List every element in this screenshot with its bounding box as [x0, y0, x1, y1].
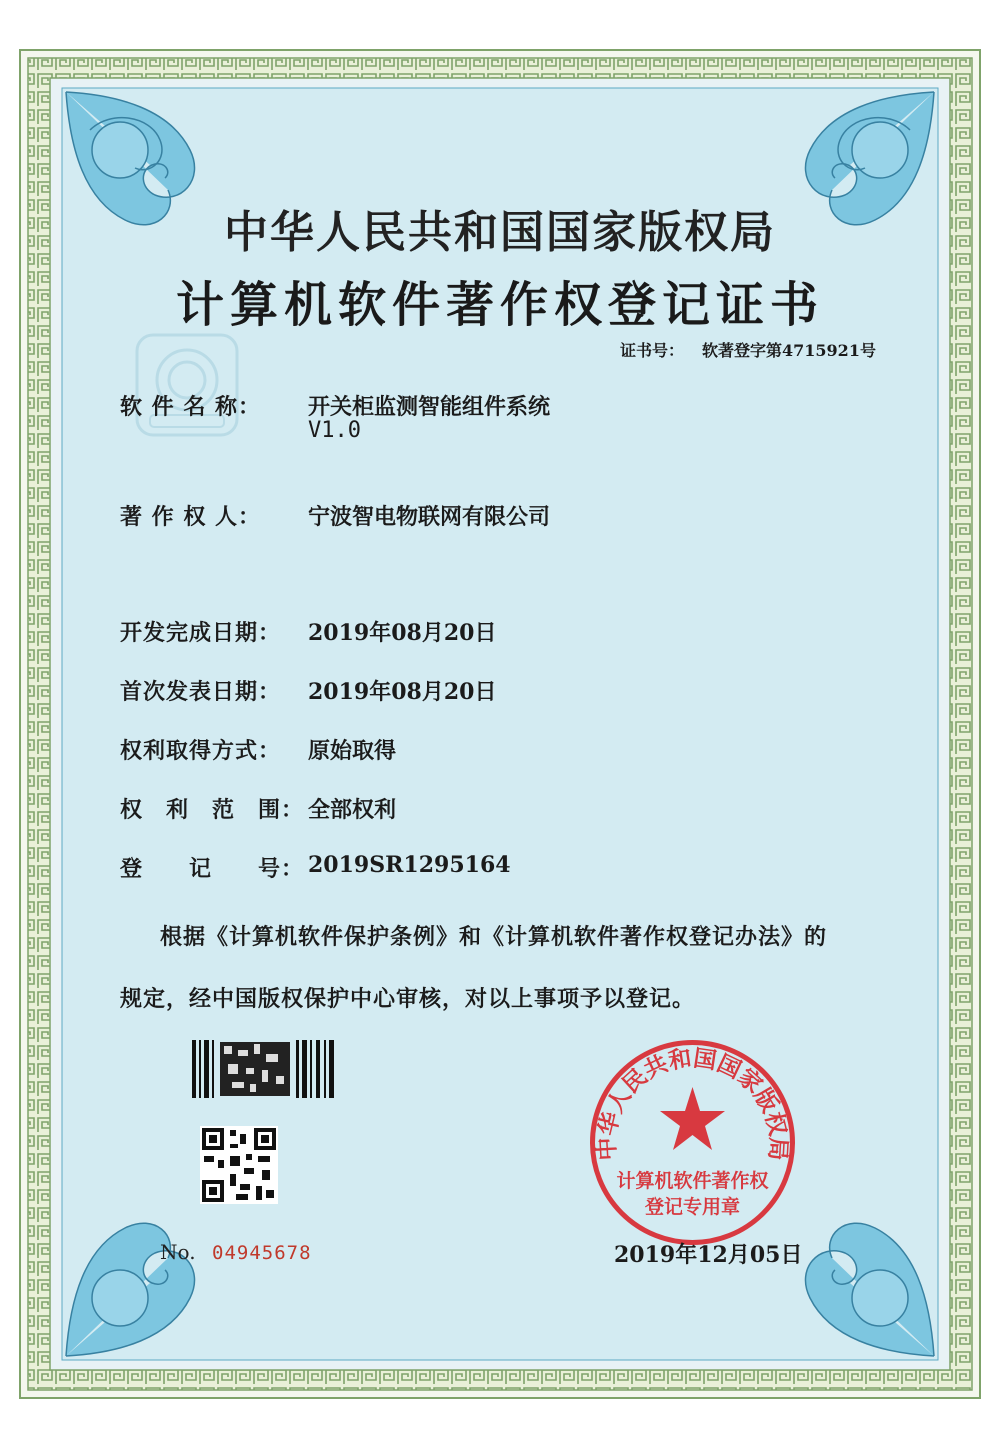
field-label-rights-scope: 权 利 范 围：: [120, 797, 305, 823]
seal-star-icon: [660, 1087, 725, 1150]
field-value-dev-complete-date: 2019年08月20日: [308, 620, 497, 646]
seal-outer-text: 中华人民共和国国家版权局: [593, 1044, 792, 1162]
seal-inner-line-2: 登记专用章: [644, 1196, 741, 1218]
field-label-dev-complete-date: 开发完成日期：: [120, 620, 282, 646]
field-value-rights-scope: 全部权利: [308, 797, 397, 823]
field-label-copyright-owner: 著 作 权 人：: [120, 504, 261, 530]
qr-code-icon: [200, 1126, 278, 1204]
issue-date: 2019年12月05日: [614, 1242, 803, 1268]
field-value-software-name: 开关柜监测智能组件系统: [308, 394, 551, 420]
field-value-copyright-owner: 宁波智电物联网有限公司: [308, 504, 551, 530]
field-value-acquisition-method: 原始取得: [308, 738, 397, 764]
field-label-software-name: 软 件 名 称：: [120, 394, 261, 420]
statement-line-2: 规定，经中国版权保护中心审核，对以上事项予以登记。: [120, 986, 696, 1012]
field-label-acquisition-method: 权利取得方式：: [120, 738, 282, 764]
cert-no-value: 软著登字第4715921号: [702, 341, 876, 360]
watermark-emblem-icon: [132, 330, 242, 440]
certificate-title: 计算机软件著作权登记证书: [175, 277, 824, 333]
serial-number-label: No.: [160, 1240, 196, 1264]
barcode-icon: [192, 1040, 342, 1100]
official-seal: [585, 1035, 800, 1250]
field-value-first-publish-date: 2019年08月20日: [308, 679, 497, 705]
certificate-number: [620, 338, 876, 361]
statement-line-1: 根据《计算机软件保护条例》和《计算机软件著作权登记办法》的: [160, 924, 828, 950]
field-label-registration-number: 登 记 号：: [120, 856, 305, 882]
serial-number-value: 04945678: [212, 1242, 312, 1264]
field-value-registration-number: 2019SR1295164: [308, 852, 511, 878]
field-label-first-publish-date: 首次发表日期：: [120, 679, 282, 705]
field-value-software-version: V1.0: [308, 418, 361, 443]
seal-inner-line-1: 计算机软件著作权: [616, 1170, 769, 1192]
issuer-title: 中华人民共和国国家版权局: [224, 207, 776, 258]
cert-no-label: 证书号：: [620, 341, 685, 360]
